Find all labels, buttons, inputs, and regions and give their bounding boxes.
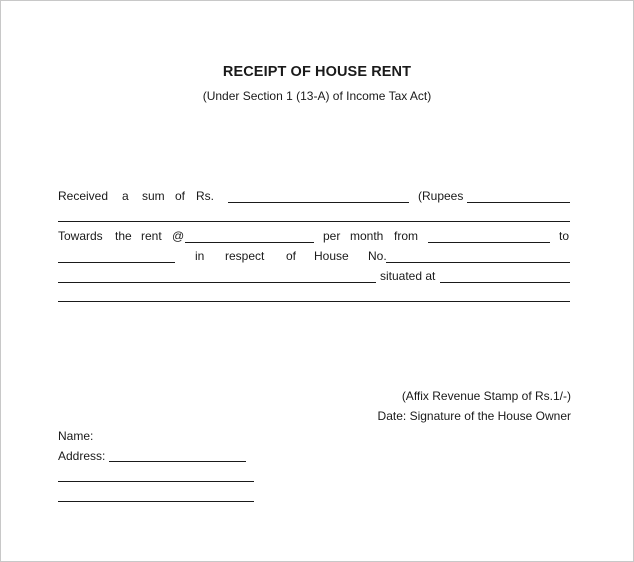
address-label: Address: bbox=[58, 449, 106, 463]
per-word: per bbox=[323, 229, 341, 243]
house-number-blank bbox=[386, 262, 570, 263]
to-word: to bbox=[559, 229, 570, 243]
address-blank-2 bbox=[58, 481, 254, 482]
address-continuation-line bbox=[58, 301, 570, 302]
sum-word: sum bbox=[142, 189, 165, 203]
from-word: from bbox=[394, 229, 418, 243]
house-address-blank bbox=[58, 282, 376, 283]
rent-amount-blank bbox=[185, 242, 314, 243]
received-word: Received bbox=[58, 189, 109, 203]
of-word: of bbox=[175, 189, 186, 203]
revenue-stamp-note: (Affix Revenue Stamp of Rs.1/-) bbox=[401, 389, 571, 403]
rupees-words-blank bbox=[467, 202, 570, 203]
rs-word: Rs. bbox=[196, 189, 214, 203]
the-word: the bbox=[115, 229, 132, 243]
name-label: Name: bbox=[58, 429, 94, 443]
to-date-blank bbox=[58, 262, 175, 263]
document-subtitle: (Under Section 1 (13-A) of Income Tax Act) bbox=[202, 89, 432, 103]
address-blank-1 bbox=[109, 461, 246, 462]
in-word: in bbox=[195, 249, 205, 263]
rent-word: rent bbox=[141, 229, 162, 243]
owner-signature-label: Date: Signature of the House Owner bbox=[377, 409, 571, 423]
rupees-words-continuation-line bbox=[58, 221, 570, 222]
a-word: a bbox=[122, 189, 129, 203]
situated-at-blank bbox=[440, 282, 570, 283]
month-word: month bbox=[350, 229, 384, 243]
towards-word: Towards bbox=[58, 229, 103, 243]
respect-word: respect bbox=[225, 249, 265, 263]
amount-blank bbox=[228, 202, 409, 203]
of-word-2: of bbox=[286, 249, 297, 263]
at-symbol: @ bbox=[172, 229, 185, 243]
situated-at-label: situated at bbox=[380, 269, 436, 283]
house-word: House bbox=[314, 249, 349, 263]
document-title: RECEIPT OF HOUSE RENT bbox=[222, 64, 412, 80]
no-word: No. bbox=[368, 249, 387, 263]
from-date-blank bbox=[428, 242, 550, 243]
address-blank-3 bbox=[58, 501, 254, 502]
rupees-word: (Rupees bbox=[418, 189, 464, 203]
